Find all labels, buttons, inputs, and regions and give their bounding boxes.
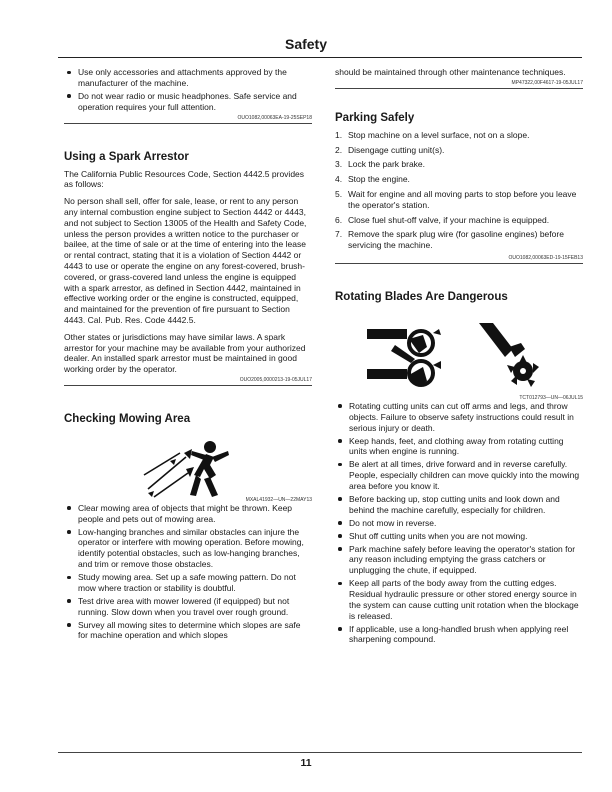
list-item: 6. Close fuel shut-off valve, if your machine is equipped. <box>335 214 550 225</box>
page-number: 11 <box>300 757 312 769</box>
list-item: Shut off cutting units when you are not mowing. <box>335 531 583 542</box>
paragraph: The California Public Resources Code, Section 4442.5 provides as follows: <box>64 168 305 190</box>
reel-blade-hazard-icon <box>365 325 445 391</box>
section-heading-spark-arrestor: Using a Spark Arrestor <box>64 150 189 163</box>
figure-reference: TCT012793—UN—06JUL15 <box>519 394 583 401</box>
intro-bullet-list <box>64 67 312 112</box>
list-item: 7. Remove the spark plug wire (for gasoline engines) before servicing the machine. <box>335 229 564 251</box>
page-title: Safety <box>284 36 328 52</box>
list-item: Be alert at all times, drive forward and in reverse carefully. People, especially children can move quickly into the mowing area before you know it. <box>335 459 583 491</box>
blades-bullet-list <box>335 401 583 645</box>
list-item: Test drive area with mower lowered (if equipped) but not running. Slow down when you travel over rough ground. <box>64 596 312 618</box>
list-item: Low-hanging branches and similar obstacles can injure the operator or interfere with mowing operation. Before mowing, identify potential obstacles, such as low-hanging branches, and trim or remove those obstacles. <box>64 527 312 570</box>
mowing-bullet-list <box>64 503 312 641</box>
section-heading-mowing-area: Checking Mowing Area <box>64 412 191 425</box>
list-item: 2. Disengage cutting unit(s). <box>335 144 445 155</box>
paragraph: Other states or jurisdictions may have similar laws. A spark arrestor for your machine may be available from your authorized dealer. An installed spark arrestor must be maintained in good working order by the operator. <box>64 331 306 375</box>
reference-code: OUO2005,0000213-19-05JUL17 <box>64 377 312 386</box>
list-item: Use only accessories and attachments approved by the manufacturer of the machine. <box>64 67 312 89</box>
left-column <box>64 67 312 643</box>
thrown-objects-figure <box>64 431 312 503</box>
title-divider <box>58 57 582 58</box>
reference-code: MP47322,00F4617-19-05JUL17 <box>335 80 583 89</box>
list-item: Keep hands, feet, and clothing away from rotating cutting units when engine is running. <box>335 436 583 458</box>
paragraph: should be maintained through other maintenance techniques. <box>335 67 566 77</box>
list-item: Clear mowing area of objects that might be thrown. Keep people and pets out of mowing area. <box>64 503 312 525</box>
list-item: Survey all mowing sites to determine which slopes are safe for machine operation and which slopes <box>64 620 312 642</box>
hand-cutting-hazard-icon <box>475 319 551 391</box>
section-heading-parking: Parking Safely <box>335 111 415 124</box>
list-item: 5. Wait for engine and all moving parts to stop before you leave the operator's station. <box>335 188 577 210</box>
thrown-objects-icon <box>140 435 240 501</box>
list-item: Do not wear radio or music headphones. Safe service and operation requires your full attention. <box>64 91 312 113</box>
reference-code: OUO1082,00063ED-19-15FEB13 <box>335 255 583 264</box>
list-item: 1. Stop machine on a level surface, not on a slope. <box>335 129 530 140</box>
section-heading-rotating-blades: Rotating Blades Are Dangerous <box>335 290 508 303</box>
list-item: 4. Stop the engine. <box>335 174 410 185</box>
footer-divider <box>58 752 582 753</box>
paragraph: No person shall sell, offer for sale, lease, or rent to any person any internal combustion engine subject to Section 4442 or 4443, and not subject to Section 13005 of the Health and Safety Code, unless the person provides a written notice to the purchaser or bailee, at the time of sale or at the time of entering into the lease or rental contract, stating that it is a violation of Section 4442 or 4443 to use or operate the engine on any forest-covered, brush-covered, or grass-covered land unless the engine is equipped with a spark arrestor, as defined in Section 4442, maintained in effective working order or the engine is constructed, equipped, and maintained for the prevention of fire pursuant to Section 4443. Cal. Pub. Res. Code 4442.5. <box>64 196 307 325</box>
list-item: Park machine safely before leaving the operator's station for any reason including emptying the grass catchers or unplugging the chute, if equipped. <box>335 544 583 576</box>
list-item: Rotating cutting units can cut off arms and legs, and throw objects. Failure to observe safety instructions could result in serious injury or death. <box>335 401 583 433</box>
list-item: Study mowing area. Set up a safe mowing pattern. Do not mow where traction or stability is doubtful. <box>64 572 312 594</box>
list-item: If applicable, use a long-handled brush when applying reel sharpening compound. <box>335 624 583 646</box>
figure-reference: MXAL41932—UN—22MAY13 <box>245 496 312 503</box>
list-item: 3. Lock the park brake. <box>335 159 426 170</box>
list-item: Before backing up, stop cutting units and look down and behind the machine carefully, especially for children. <box>335 494 583 516</box>
right-column <box>335 67 583 647</box>
list-item: Keep all parts of the body away from the cutting edges. Residual hydraulic pressure or other stored energy source in the system can cause cutting unit rotation when the blockage is released. <box>335 578 583 621</box>
reference-code: OUO1082,00063EA-19-25SEP18 <box>64 115 312 124</box>
parking-steps-list <box>335 130 583 251</box>
list-item: Do not mow in reverse. <box>335 518 583 529</box>
rotating-blades-figure <box>335 309 583 401</box>
